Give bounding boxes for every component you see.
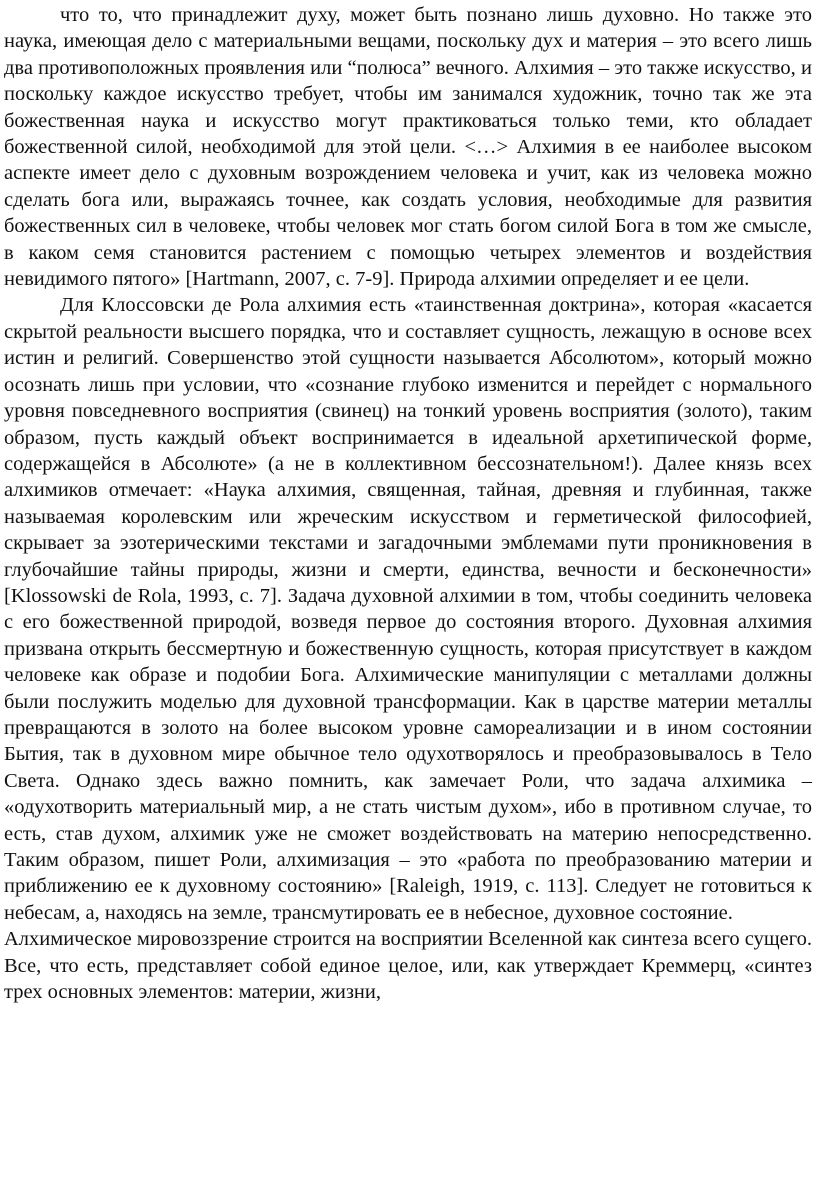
document-page: [4, 2, 812, 1005]
paragraph-2: Для Клоссовски де Рола алхимия есть «таинственная доктрина», которая «касается скрытой реальности высшего порядка, что и составляет сущность, лежащую в основе всех истин и религий. Совершенство этой сущности называется Абсолютом», который можно осознать лишь при условии, что «сознание глубоко изменится и перейдет с нормального уровня повседневного восприятия (свинец) на тонкий уровень восприятия (золото), таким образом, пусть каждый объект воспринимается в идеальной архетипической форме, содержащейся в Абсолюте» (а не в коллективном бессознательном!). Далее князь всех алхимиков отмечает: «Наука алхимия, священная, тайная, древняя и глубинная, также называемая королевским или жреческим искусством и герметической философией, скрывает за эзотерическими текстами и загадочными эмблемами пути проникновения в глубочайшие тайны природы, жизни и смерти, единства, вечности и бесконечности» [Klossowski de Rola, 1993, с. 7]. Задача духовной алхимии в том, чтобы соединить человека с его божественной природой, возведя первое до состояния второго. Духовная алхимия призвана открыть бессмертную и божественную сущность, которая присутствует в каждом человеке как образе и подобии Бога. Алхимические манипуляции с металлами должны были послужить моделью для духовной трансформации. Как в царстве материи металлы превращаются в золото на более высоком уровне самореализации и в ином состоянии Бытия, так в духовном мире обычное тело одухотворялось и преобразовывалось в Тело Света. Однако здесь важно помнить, как замечает Роли, что задача алхимика – «одухотворить материальный мир, а не стать чистым духом», ибо в противном случае, то есть, став духом, алхимик уже не сможет воздействовать на материю непосредственно. Таким образом, пишет Роли, алхимизация – это «работа по преобразованию материи и приближению ее к духовному состоянию» [Raleigh, 1919, с. 113]. Следует не готовиться к небесам, а, находясь на земле, трансмутировать ее в небесное, духовное состояние.: [4, 294, 812, 924]
paragraph-3: Алхимическое мировоззрение строится на восприятии Вселенной как синтеза всего сущего. Все, что есть, представляет собой единое целое, или, как утверждает Креммерц, «синтез трех основных элементов: материи, жизни,: [4, 928, 812, 1004]
paragraph-1: что то, что принадлежит духу, может быть познано лишь духовно. Но также это наука, имеющая дело с материальными вещами, поскольку дух и материя – это всего лишь два противоположных проявления или “полюса” вечного. Алхимия – это также искусство, и поскольку каждое искусство требует, чтобы им занимался художник, точно так же эта божественная наука и искусство могут практиковаться только теми, кто обладает божественной силой, необходимой для этой цели. <…> Алхимия в ее наиболее высоком аспекте имеет дело с духовным возрождением человека и учит, как из человека можно сделать бога или, выражаясь точнее, как создать условия, необходимые для развития божественных сил в человеке, чтобы человек мог стать богом силой Бога в том же смысле, в каком семя становится растением с помощью четырех элементов и воздействия невидимого пятого» [Hartmann, 2007, с. 7-9]. Природа алхимии определяет и ее цели.: [4, 4, 812, 291]
